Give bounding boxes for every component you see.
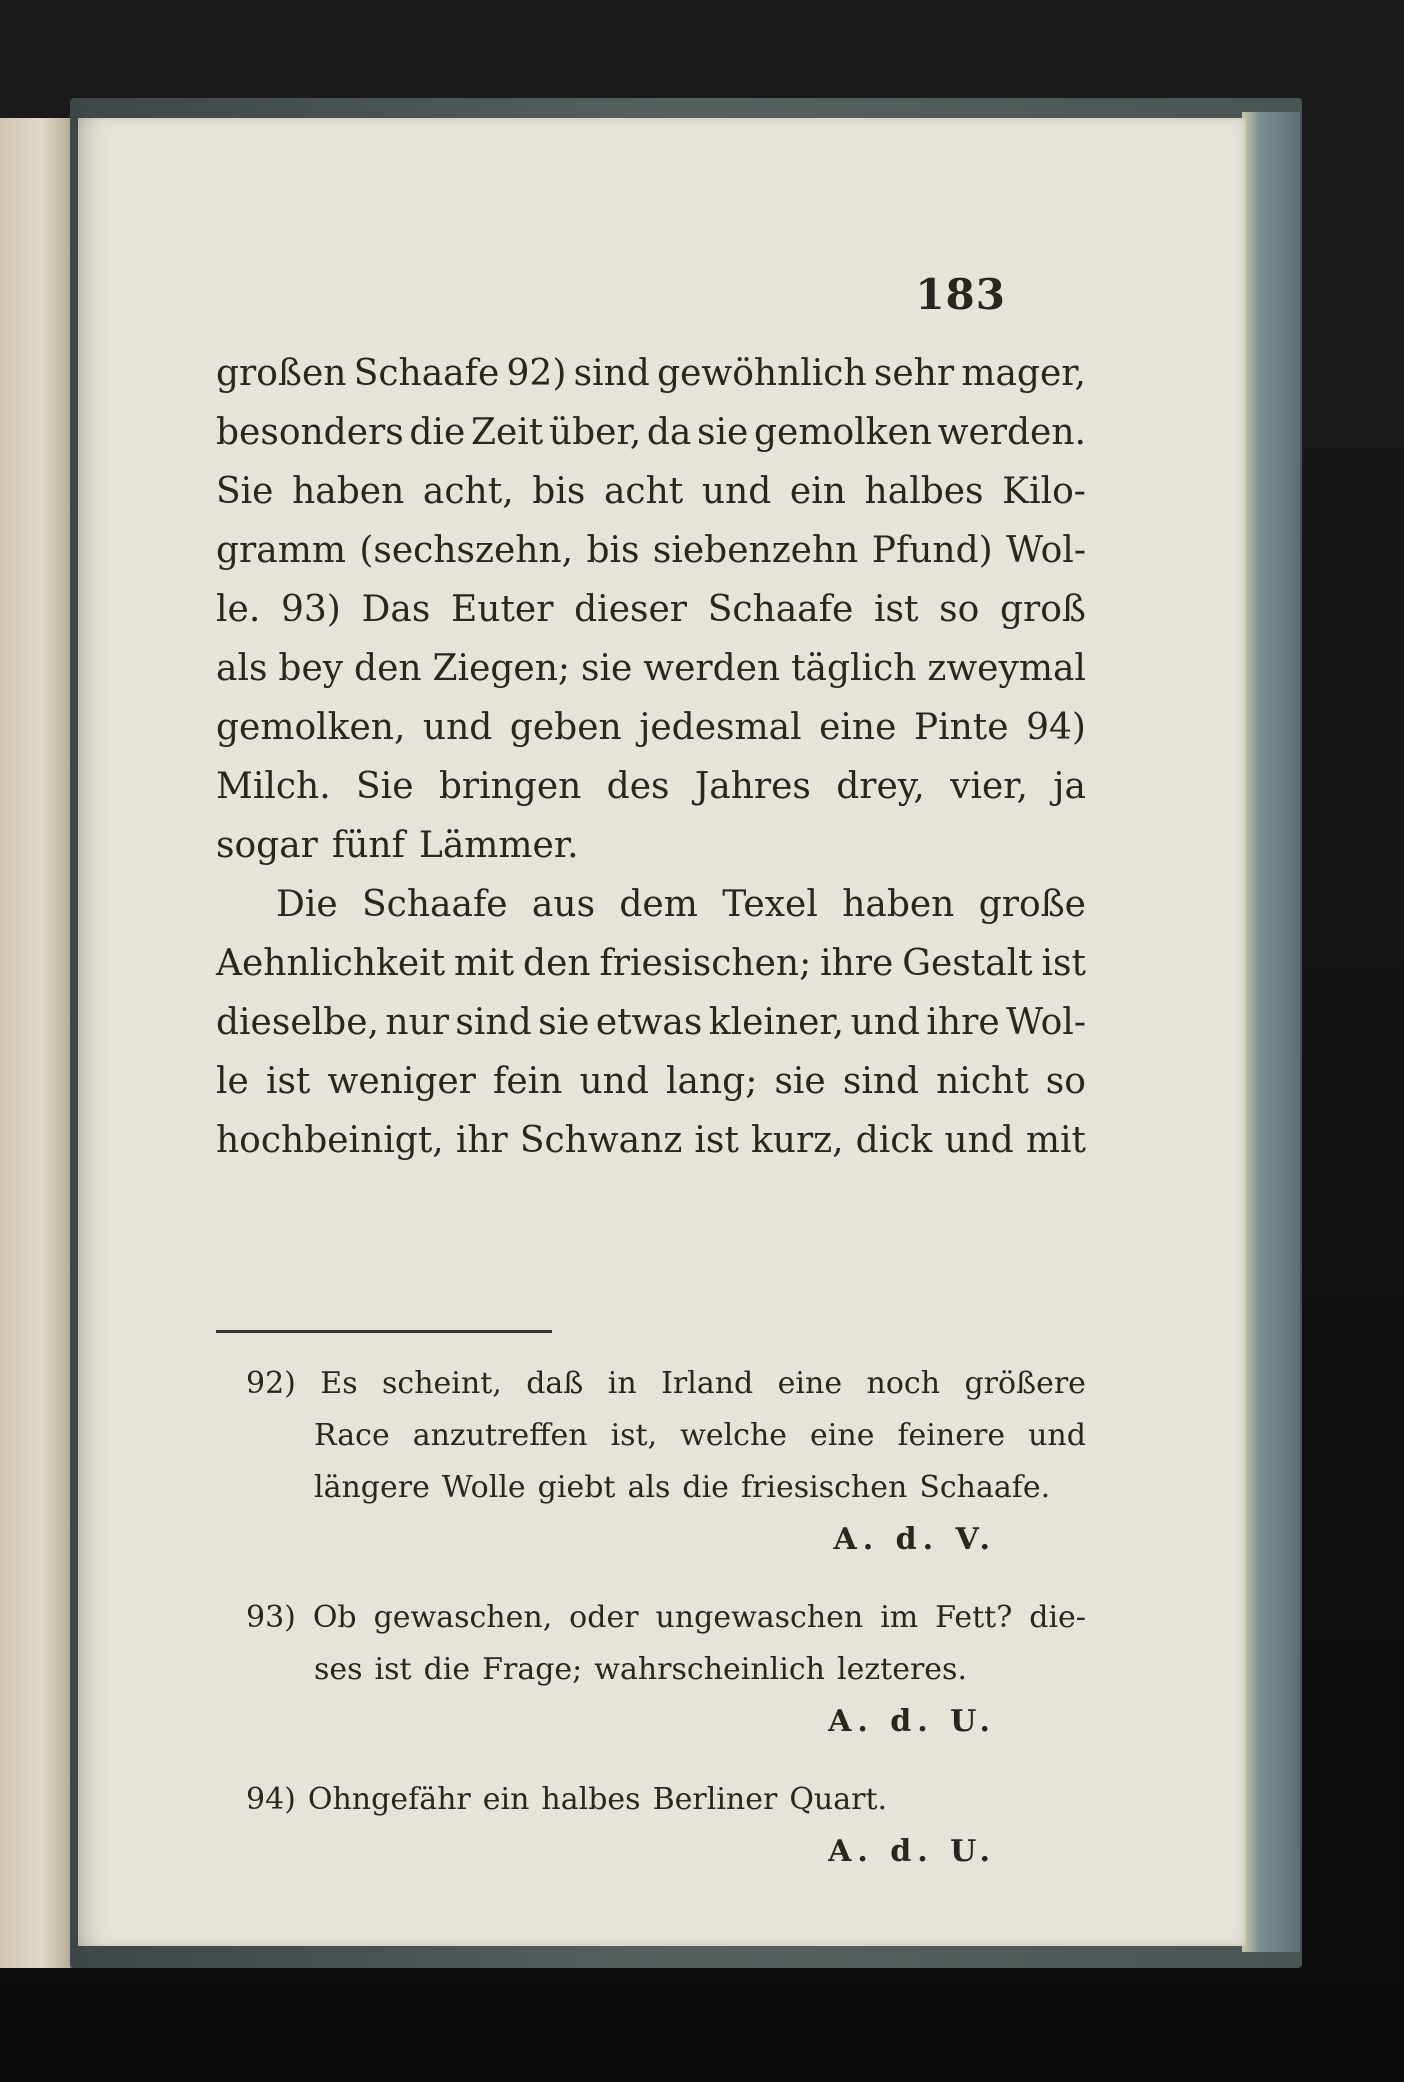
text-line: Aehnlichkeit mit den friesischen; ihre Gestalt ist: [216, 943, 1086, 984]
page-edge-strip: [1242, 112, 1300, 1952]
footnote-line: ses ist die Frage; wahrscheinlich lezteres.: [314, 1652, 967, 1687]
footnote: [246, 1358, 1086, 1566]
text-line: dieselbe, nur sind sie etwas kleiner, und ihre Wol-: [216, 1002, 1086, 1043]
footnote-line: längere Wolle giebt als die friesischen Schaafe.: [314, 1470, 1051, 1505]
text-line: gramm (sechszehn, bis siebenzehn Pfund) Wol-: [216, 530, 1086, 571]
text-line: le. 93) Das Euter dieser Schaafe ist so groß: [216, 589, 1086, 630]
footnote-line: Race anzutreffen ist, welche eine feinere und: [314, 1418, 1086, 1453]
text-line: le ist weniger fein und lang; sie sind nicht so: [216, 1061, 1086, 1102]
footnote-signature: A. d. V.: [833, 1522, 996, 1557]
previous-page-edge: [0, 118, 72, 1968]
footnote: [246, 1592, 1086, 1748]
text-line: besonders die Zeit über, da sie gemolken werden.: [216, 412, 1086, 453]
book-page: [78, 118, 1246, 1946]
footnote-rule: [216, 1330, 552, 1333]
footnote-line: 93) Ob gewaschen, oder ungewaschen im Fett? die-: [246, 1600, 1086, 1635]
body-text: [216, 344, 1086, 1170]
text-line: als bey den Ziegen; sie werden täglich zweymal: [216, 648, 1086, 689]
footnote: [246, 1774, 1086, 1878]
footnote-line: 94) Ohngefähr ein halbes Berliner Quart.: [246, 1782, 888, 1817]
footnote-line: 92) Es scheint, daß in Irland eine noch größere: [246, 1366, 1086, 1401]
text-line: gemolken, und geben jedesmal eine Pinte 94): [216, 707, 1086, 748]
text-line: Sie haben acht, bis acht und ein halbes Kilo-: [216, 471, 1086, 512]
text-line: hochbeinigt, ihr Schwanz ist kurz, dick und mit: [216, 1120, 1086, 1161]
text-line: großen Schaafe 92) sind gewöhnlich sehr mager,: [216, 353, 1086, 394]
footnote-signature: A. d. U.: [828, 1834, 996, 1869]
text-line: Die Schaafe aus dem Texel haben große: [276, 884, 1086, 925]
page-number: 183: [915, 270, 1006, 319]
text-line: Milch. Sie bringen des Jahres drey, vier, ja: [216, 766, 1086, 807]
footnotes: [246, 1358, 1086, 1904]
footnote-signature: A. d. U.: [828, 1704, 996, 1739]
text-line: sogar fünf Lämmer.: [216, 825, 579, 866]
